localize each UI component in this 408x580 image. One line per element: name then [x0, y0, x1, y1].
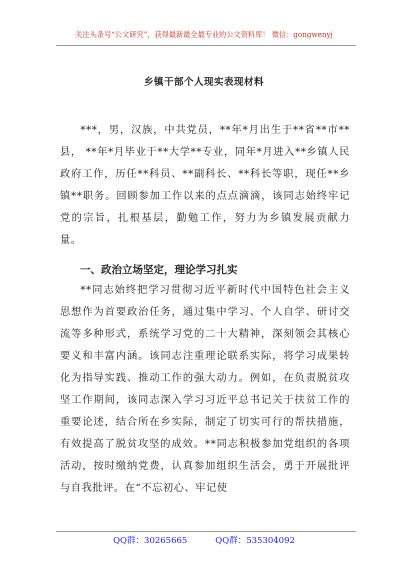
intro-paragraph: ***，男，汉族，中共党员，**年*月出生于**省**市**县， **年*月毕业于**大学**专业，同年*月进入**乡镇人民政府工作，历任**科员、**副科长、**科长等职，现任**乡镇**职务。回顾参加工作以来的点点滴滴，该同志始终牢记党的宗旨，扎根基层，勤勉工作，努力为乡镇发展贡献力量。: [60, 125, 350, 246]
header-note: 关注头条号“公文研究”，获得最新最全最专业的公文资料库！ 微信：gongwenyj: [75, 30, 333, 39]
section-1-paragraph: **同志始终把学习贯彻习近平新时代中国特色社会主义思想作为首要政治任务，通过集中学习、个人自学、研讨交流等多种形式，系统学习党的二十大精神，深刻领会其核心要义和丰富内涵。该同志注重理论联系实际，将学习成果转化为指导实践、推动工作的强大动力。例如，在负责脱贫攻坚工作期间，该同志深入学习习近平总书记关于扶贫工作的重要论述，结合所在乡实际，制定了切实可行的帮扶措施，有效提高了脱贫攻坚的成效。**同志积极参加党组织的各项活动，按时缴纳党费，认真参加组织生活会，勇于开展批评与自我批评。在“不忘初心、牢记使: [60, 285, 350, 494]
header-divider: [56, 45, 356, 46]
footer: [0, 535, 408, 547]
footer-qq-group-2: QQ群：535304092: [215, 536, 295, 546]
section-heading-1: 一、政治立场坚定，理论学习扎实: [80, 264, 238, 276]
document-title: 乡镇干部个人现实表现材料: [143, 77, 264, 88]
footer-qq-group-1: QQ群：30265665: [113, 536, 188, 546]
footer-divider: [56, 531, 356, 532]
